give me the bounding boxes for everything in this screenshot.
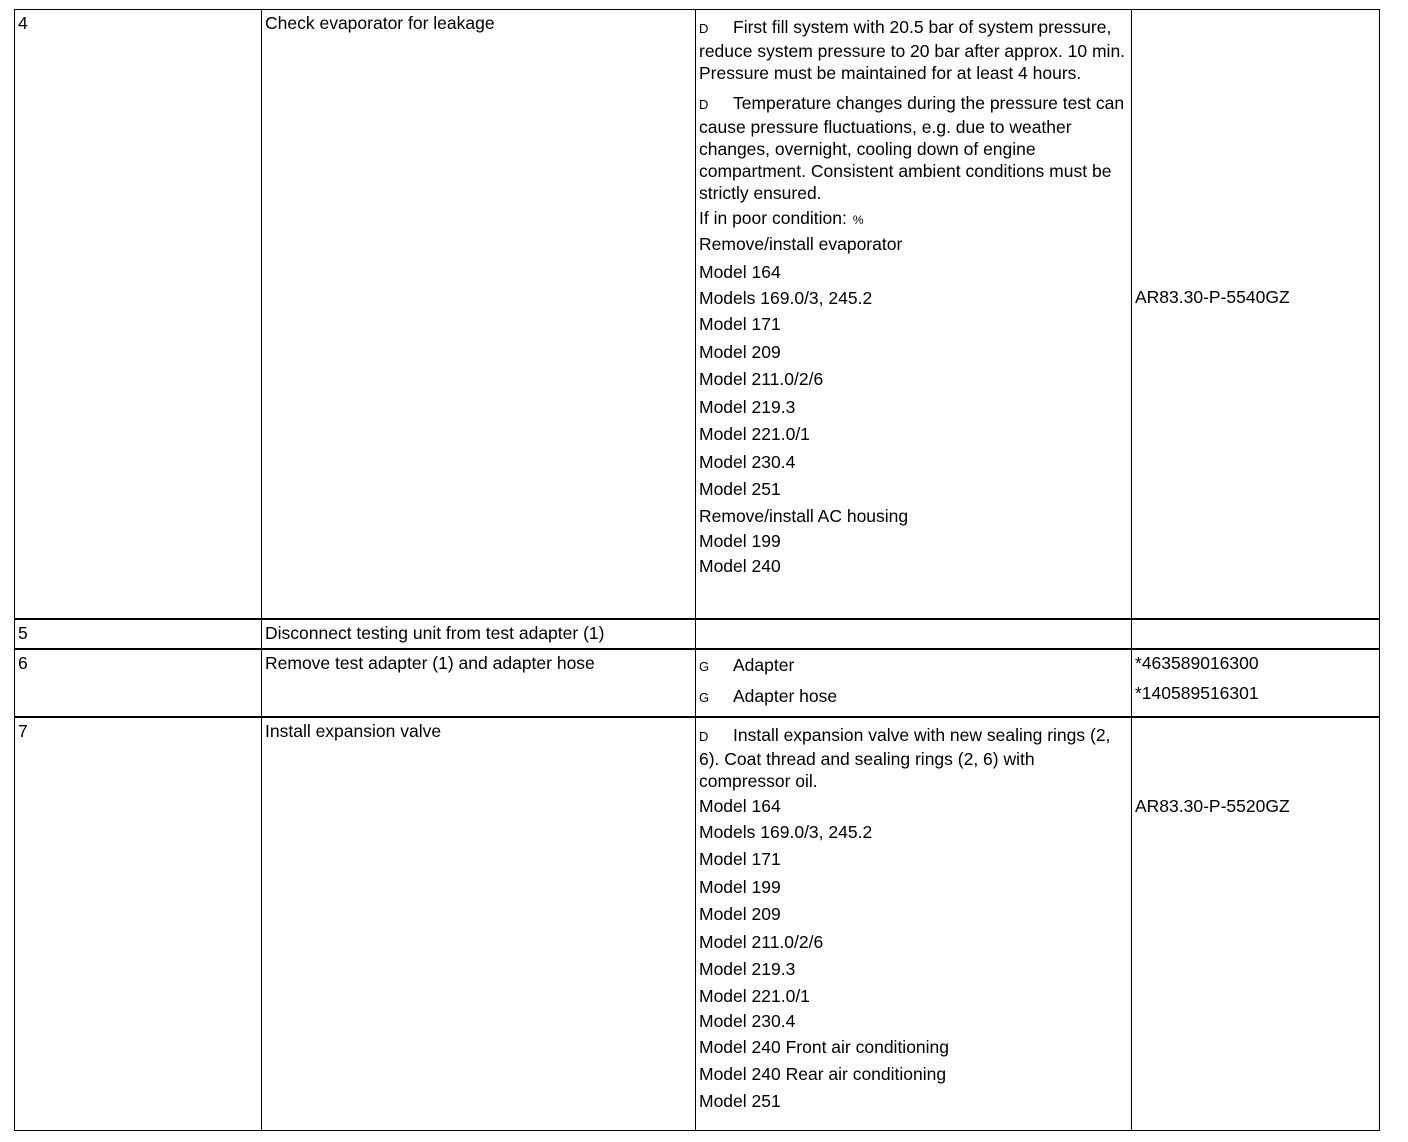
step-number-cell	[15, 649, 262, 717]
tool-name: Adapter	[733, 654, 795, 675]
list-item: Model 209	[699, 904, 781, 924]
list-item: Model 219.3	[699, 396, 796, 417]
list-item: Model 209	[699, 341, 781, 362]
table-row-step-7	[15, 717, 1380, 1131]
tool-bullet-icon: G	[699, 689, 710, 705]
step-reference-cell	[1132, 717, 1380, 1131]
list-item: Model 171	[699, 314, 781, 334]
step-action: Disconnect testing unit from test adapter (1)	[265, 622, 605, 643]
list-item: Model 171	[699, 849, 781, 869]
reference-document: AR83.30-P-5540GZ	[1135, 287, 1290, 307]
list-item: Remove/install evaporator	[699, 234, 903, 254]
step-notes-cell	[696, 619, 1132, 649]
list-item: Model 251	[699, 1090, 781, 1111]
note-paragraph	[699, 16, 1128, 84]
step-number: 6	[18, 652, 28, 673]
list-item: Models 169.0/3, 245.2	[699, 821, 873, 842]
step-action: Check evaporator for leakage	[265, 13, 495, 33]
list-item: Model 164	[699, 795, 781, 816]
list-item: Model 199	[699, 876, 781, 897]
step-number-cell	[15, 619, 262, 649]
step-reference-cell	[1132, 619, 1380, 649]
if-poor-condition	[699, 206, 1128, 231]
table-row-step-5	[15, 619, 1380, 649]
tool-part-number: *463589016300	[1135, 652, 1259, 673]
step-action: Install expansion valve	[265, 720, 442, 741]
list-item: Model 240 Front air conditioning	[699, 1036, 950, 1057]
step-action-cell	[262, 619, 696, 649]
step-number-cell	[15, 717, 262, 1131]
step-number: 7	[18, 720, 28, 741]
list-item: Models 169.0/3, 245.2	[699, 288, 873, 308]
note-bullet-icon: D	[699, 97, 709, 112]
list-item: Model 251	[699, 479, 781, 499]
step-reference-cell	[1132, 10, 1380, 619]
tool-part-number: *140589516301	[1135, 682, 1259, 703]
step-action: Remove test adapter (1) and adapter hose	[265, 652, 595, 673]
arrow-icon: %	[852, 213, 864, 227]
list-item: Model 211.0/2/6	[699, 369, 824, 389]
list-item: Model 219.3	[699, 959, 796, 979]
list-item: Model 221.0/1	[699, 985, 810, 1006]
list-item: Remove/install AC housing	[699, 505, 909, 526]
step-number: 4	[18, 13, 28, 33]
list-item: Model 230.4	[699, 1010, 796, 1031]
step-action-cell	[262, 10, 696, 619]
list-item: Model 240 Rear air conditioning	[699, 1064, 947, 1084]
note-paragraph	[699, 724, 1128, 792]
list-item: Model 199	[699, 530, 781, 551]
list-item: Model 164	[699, 261, 781, 282]
special-tool-item	[699, 681, 1128, 712]
step-number-cell	[15, 10, 262, 619]
step-number: 5	[18, 622, 28, 643]
note-paragraph	[699, 92, 1128, 204]
table-row-step-4	[15, 10, 1380, 619]
note-text: Install expansion valve with new sealing rings (2, 6). Coat thread and sealing rings (2, 6) with compressor oil.	[699, 724, 1111, 791]
note-bullet-icon: D	[699, 728, 709, 744]
reference-document: AR83.30-P-5520GZ	[1135, 795, 1290, 816]
note-text: Temperature changes during the pressure test can cause pressure fluctuations, e.g. due to weather changes, overnight, cooling down of engine compartment. Consistent ambient conditions must be strictly ensured.	[699, 93, 1125, 203]
step-reference-cell	[1132, 649, 1380, 717]
list-item: Model 221.0/1	[699, 424, 810, 444]
note-bullet-icon: D	[699, 21, 709, 36]
list-item: Model 211.0/2/6	[699, 931, 824, 952]
tool-bullet-icon: G	[699, 658, 710, 674]
list-item: Model 240	[699, 555, 781, 576]
step-notes-cell	[696, 649, 1132, 717]
note-text: First fill system with 20.5 bar of system pressure, reduce system pressure to 20 bar after approx. 10 min. Pressure must be maintained for at least 4 hours.	[699, 17, 1126, 83]
procedure-table	[14, 9, 1380, 1131]
if-poor-text: If in poor condition:	[699, 208, 847, 228]
step-action-cell	[262, 717, 696, 1131]
step-notes-cell	[696, 717, 1132, 1131]
special-tool-item	[699, 650, 1128, 681]
list-item: Model 230.4	[699, 451, 796, 472]
table-row-step-6	[15, 649, 1380, 717]
step-notes-cell	[696, 10, 1132, 619]
step-action-cell	[262, 649, 696, 717]
tool-name: Adapter hose	[733, 685, 838, 706]
